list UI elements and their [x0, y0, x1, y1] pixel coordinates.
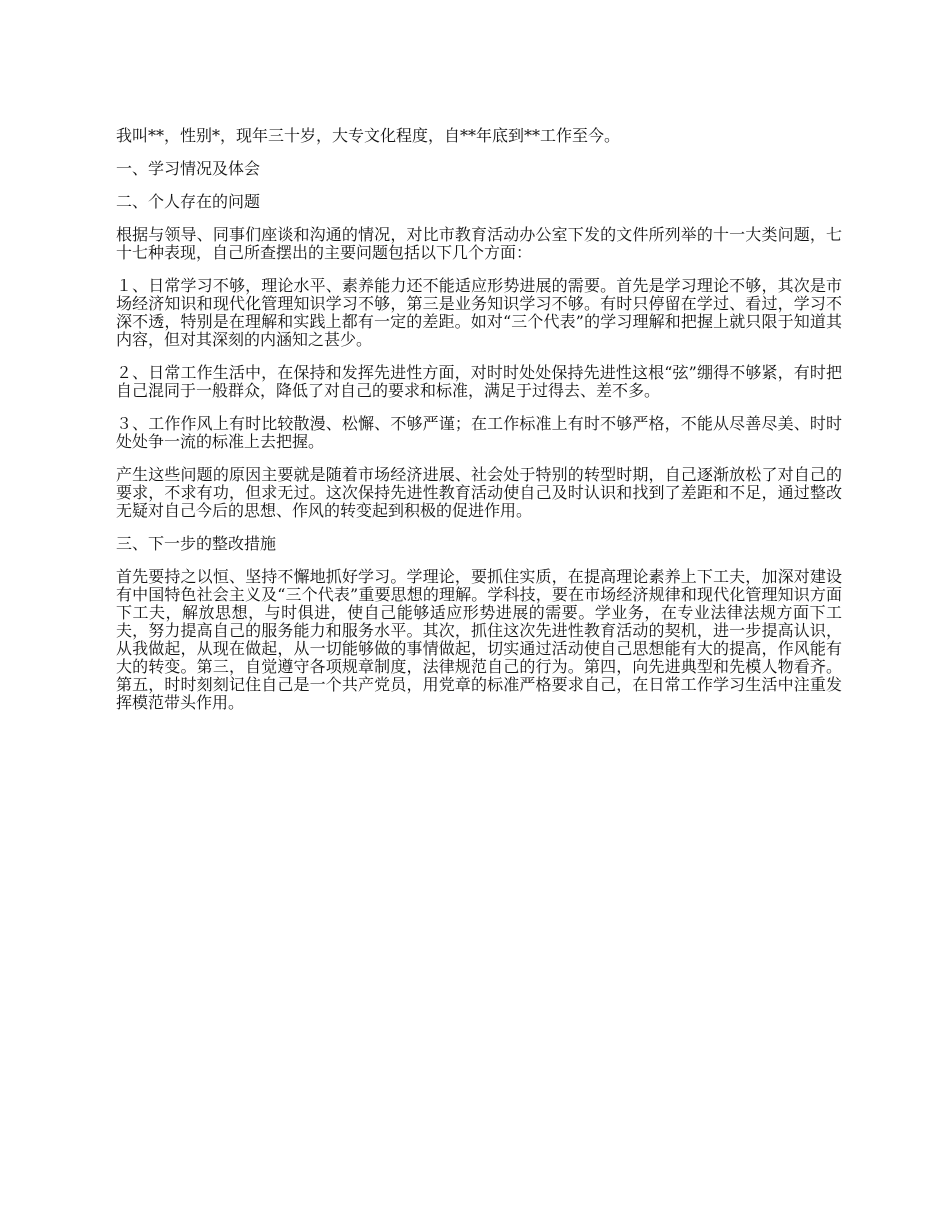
- problem-item-1: １、日常学习不够，理论水平、素养能力还不能适应形势进展的需要。首先是学习理论不够，其次是市场经济知识和现代化管理知识学习不够，第三是业务知识学习不够。有时只停留在学过、看过，学习不深不透，特别是在理解和实践上都有一定的差距。如对“三个代表”的学习理解和把握上就只限于知道其内容，但对其深刻的内涵知之甚少。: [116, 276, 842, 349]
- section-heading-problems: 二、个人存在的问题: [116, 192, 261, 211]
- section-heading-measures: 三、下一步的整改措施: [116, 534, 277, 553]
- problem-item-3: ３、工作作风上有时比较散漫、松懈、不够严谨；在工作标准上有时不够严格，不能从尽善尽美、时时处处争一流的标准上去把握。: [116, 414, 842, 451]
- document-page: [116, 127, 842, 727]
- measures-paragraph: 首先要持之以恒、坚持不懈地抓好学习。学理论，要抓住实质，在提高理论素养上下工夫，加深对建设有中国特色社会主义及“三个代表”重要思想的理解。学科技，要在市场经济规律和现代化管理知识方面下工夫，解放思想，与时俱进，使自己能够适应形势进展的需要。学业务，在专业法律法规方面下工夫，努力提高自己的服务能力和服务水平。其次，抓住这次先进性教育活动的契机，进一步提高认识，从我做起，从现在做起，从一切能够做的事情做起，切实通过活动使自己思想能有大的提高，作风能有大的转变。第三，自觉遵守各项规章制度，法律规范自己的行为。第四，向先进典型和先模人物看齐。第五，时时刻刻记住自己是一个共产党员，用党章的标准严格要求自己，在日常工作学习生活中注重发挥模范带头作用。: [116, 567, 842, 712]
- problem-item-2: ２、日常工作生活中，在保持和发挥先进性方面，对时时处处保持先进性这根“弦”绷得不够紧，有时把自己混同于一般群众，降低了对自己的要求和标准，满足于过得去、差不多。: [116, 363, 842, 400]
- problems-intro-paragraph: 根据与领导、同事们座谈和沟通的情况，对比市教育活动办公室下发的文件所列举的十一大类问题，七十七种表现，自己所查摆出的主要问题包括以下几个方面：: [116, 225, 842, 262]
- intro-paragraph: 我叫**，性别*，现年三十岁，大专文化程度，自**年底到**工作至今。: [116, 126, 621, 145]
- section-heading-study: 一、学习情况及体会: [116, 159, 261, 178]
- cause-paragraph: 产生这些问题的原因主要就是随着市场经济进展、社会处于特别的转型时期，自己逐渐放松了对自己的要求，不求有功，但求无过。这次保持先进性教育活动使自己及时认识和找到了差距和不足，通过整改无疑对自己今后的思想、作风的转变起到积极的促进作用。: [116, 465, 842, 520]
